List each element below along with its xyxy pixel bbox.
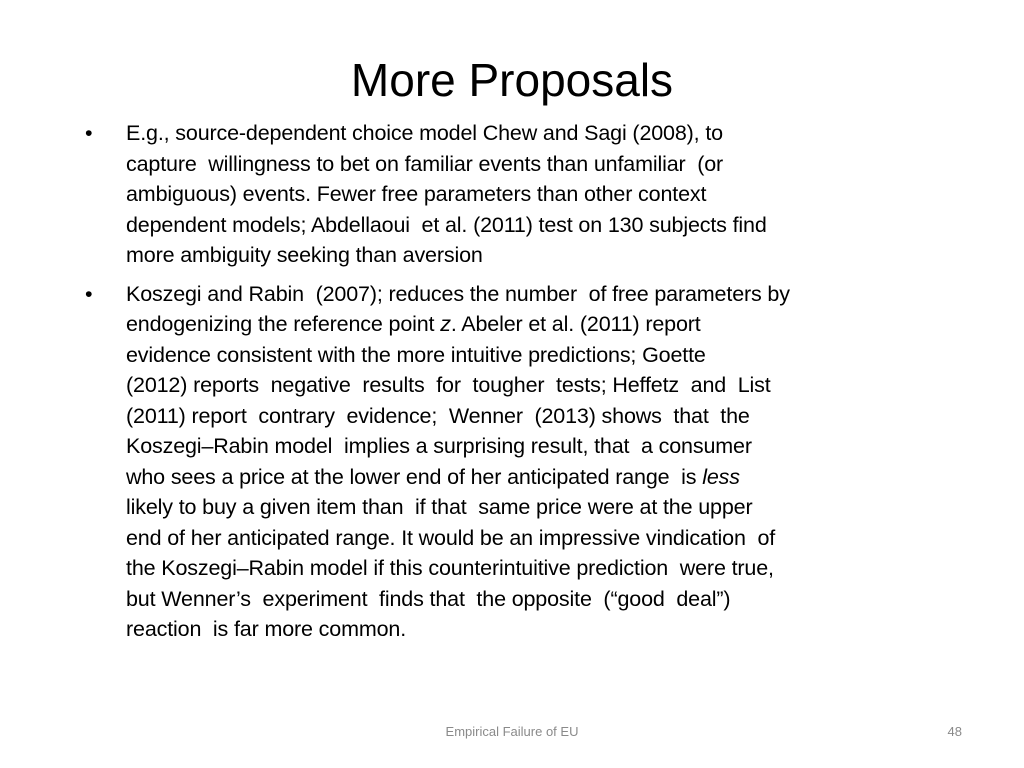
bullet-text: dependent models; Abdellaoui et al. (2011) test on 130 subjects find	[126, 212, 767, 237]
bullet-item	[83, 118, 943, 271]
slide-title: More Proposals	[350, 54, 674, 106]
bullet-line	[126, 240, 943, 271]
bullet-text: end of her anticipated range. It would be an impressive vindication of	[126, 525, 776, 550]
bullet-line	[126, 370, 943, 401]
bullet-text: Koszegi–Rabin model implies a surprising result, that a consumer	[126, 434, 752, 458]
bullet-line	[126, 118, 943, 149]
emphasis-text: z	[440, 312, 451, 336]
bullet-line	[126, 401, 943, 432]
bullet-text: E.g., source-dependent choice model Chew and Sagi (2008), to	[126, 121, 723, 145]
bullet-line	[126, 462, 943, 493]
bullet-marker: •	[85, 121, 93, 145]
bullet-text: (2012) reports negative results for tougher tests; Heffetz and List	[126, 373, 771, 397]
bullet-line	[126, 431, 943, 462]
bullet-text: Koszegi and Rabin (2007); reduces the number of free parameters by	[126, 281, 790, 306]
bullet-text: endogenizing the reference point	[126, 312, 441, 336]
bullet-line	[126, 340, 943, 371]
bullet-text: but Wenner’s experiment finds that the opposite (“good deal”)	[126, 586, 731, 611]
bullet-line	[126, 179, 943, 210]
bullet-line	[126, 584, 943, 615]
bullet-line	[126, 523, 943, 554]
bullet-list	[83, 118, 943, 645]
page-number: 48	[947, 724, 962, 739]
bullet-text: likely to buy a given item than if that same price were at the upper	[126, 495, 753, 519]
slide-footer: Empirical Failure of EU	[445, 724, 579, 739]
bullet-line	[126, 279, 943, 310]
bullet-line	[126, 210, 943, 241]
bullet-text: . Abeler et al. (2011) report	[450, 312, 701, 336]
bullet-text: (2011) report contrary evidence; Wenner (2013) shows that the	[126, 403, 750, 428]
bullet-text: capture willingness to bet on familiar events than unfamiliar (or	[126, 151, 724, 176]
bullet-line	[126, 614, 943, 645]
bullet-text: the Koszegi–Rabin model if this counterintuitive prediction were true,	[126, 556, 774, 580]
bullet-text: ambiguous) events. Fewer free parameters than other context	[126, 182, 707, 206]
bullet-line	[126, 149, 943, 180]
bullet-text: evidence consistent with the more intuitive predictions; Goette	[126, 342, 706, 367]
bullet-line	[126, 553, 943, 584]
bullet-text: who sees a price at the lower end of her anticipated range is	[126, 464, 703, 489]
emphasis-text: less	[702, 464, 740, 489]
bullet-line	[126, 492, 943, 523]
bullet-text: more ambiguity seeking than aversion	[126, 243, 483, 267]
bullet-text: reaction is far more common.	[126, 617, 407, 641]
bullet-line	[126, 309, 943, 340]
bullet-marker: •	[85, 281, 93, 306]
bullet-item	[83, 279, 943, 645]
